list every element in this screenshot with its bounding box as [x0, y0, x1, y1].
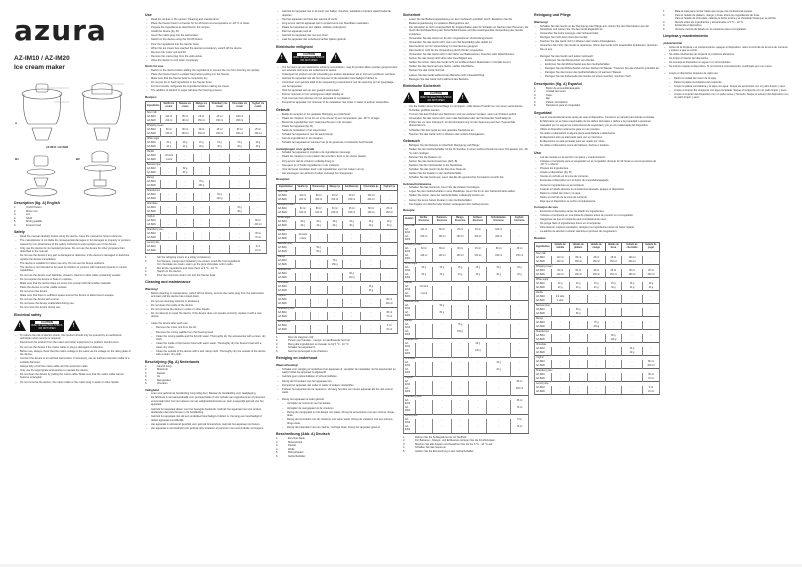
table-row: AZ-IM20 - - 150 g - - -: [277, 264, 398, 269]
electrical-list-nl: – Om het risico op een elektrische schok te verminderen, mag dit product alleen worden geopend door een erkende technicus als onderhoud is vereist. – Ontkoppel het product van de netvoeding en andere apparatuur als er zich een probleem voordoet. – Gebruik het apparaat niet als het netsnoer of de netstekker beschadigd of defect is. – Controleer voor gebruik altijd of de netspanning overeenkomt met de spanning op het typeplaatje van het apparaat. – Sluit het apparaat aan op een geaard stopcontact. – Rol het netsnoer en het verlengsnoer altijd volledig af. – Trek nooit aan het netsnoer om het apparaat te verplaatsen. – Dompel het apparaat, het netsnoer of de netstekker niet onder in water of andere vloeistoffen.: [276, 66, 398, 105]
table-row: AZ-IM20 - - - - - 10 ml: [404, 426, 529, 434]
use-list-de: – Befolgen Sie die Rezepte im Abschnitt 'Reinigung und Pflege'. – Stellen Sie den Gefrierbehälter 12 bis 16 Stunden in einen Gefrierschrank bei einer Temperatur von -18 °C oder niedriger. – Bereiten Sie die Zutaten vor. – Setzen Sie das Gerät zusammen (Abb. B). – Stecken Sie den Netzstecker in die Steckdose. – Schalten Sie das Gerät mit der Ein-/Aus-Taste ein. – Gießen Sie die Zutaten in den Gefrierbehälter. – Schalten Sie das Gerät aus, wenn das Eis die gewünschte Konsistenz erreicht hat.: [403, 144, 529, 180]
list-item: 4. Schalten Sie das Gerät ein.: [403, 446, 447, 450]
table-row: Strawberries: [404, 338, 529, 343]
table-row: AZ-IM20 - - - - 40 g -: [277, 290, 398, 295]
table-row: AZ-IM20 - - - - - 70 ml: [404, 407, 529, 415]
table-row: Lemon juice: [146, 241, 267, 246]
table-row: AZ-IM20 - - - - - 10 ml: [146, 249, 267, 254]
list-item: 3. Lid: [14, 213, 30, 216]
table-row: AZ-IM10 60 ml 80 ml 30 ml 45 ml 80 ml 25 ml: [535, 269, 660, 273]
clean-steps-nl: – Verwijder de motorunit van het deksel. – Verwijder de mengspatel uit de vrieskom. – Reinig de mengspatel en het deksel met water. Droog de accessoires met een schone, droge doek. – Reinig de binnenkant van de vrieskom met warm water. Droog de vrieskom met een schone, droge doek. – Reinig de buitenkant met een zachte, vochtige doek. Droog het apparaat goed af.: [281, 402, 398, 429]
recipes-heading-nl: Recepten: [276, 177, 290, 182]
table-row: Chocolate: [535, 343, 660, 348]
table-row: AZ-IM20 - - - 120 g - -: [535, 338, 660, 343]
table-row: AZ-IM20 120 ml 160 ml 150 ml 150 ml 160 ml 150 ml: [535, 273, 660, 278]
figure-b2-label: B2: [76, 157, 80, 161]
safety-list-en: – Read the manual carefully before using the device. Keep the manual for future reference. – The manufacturer is not liable for consequential damages or for damages to property or persons caused by non-observance of the safety instructions and improper use of the device. – Only use the device for its intended purpose. Do not use the device for other purposes than described in the manual. – Do not use the device if any part is damaged or defective. If the device is damaged or defective, replace the device immediately. – The device is suitable for indoor use only. Do not use the device outdoors. – The device is not intended to be used by children or persons with reduced physical or mental capabilities. – Do not use the device near bathtubs, showers, basins or other water containing vessels. – Do not expose the device to heat or moisture. – Make sure that the device does not come into contact with flammable materials. – Place the device on a flat, stable surface. – Do not cover the device. – Make sure that there is sufficient space around the device to allow heat to escape. – Do not use the device with a timer. – Do not leave the device unattended during use. – Do not move the device during use.: [14, 235, 132, 310]
table-row: Chocolate: [404, 357, 529, 362]
clean-steps-de: – Entfernen Sie die Motoreinheit vom Deckel. – Entfernen Sie die Rührschaufel aus dem Gefrierbehälter. – Reinigen Sie die Rührschaufel und den Deckel mit Wasser. Trocknen Sie das Zubehör gründlich ab. – Reinigen Sie das Innere des Gefrierbehälters mit warmem Wasser. – Reinigen Sie die Außenseite des Geräts mit einem weichen, feuchten Tuch.: [539, 59, 660, 79]
list-item: 2. Para el helado de plátano, mango y fresa, triture los ingredientes de fruta.: [663, 13, 760, 17]
list-item: 1. Roer de slagroom stijf.: [276, 335, 314, 339]
use-list-es: – Lea las recetas en la sección 'Limpieza y mantenimiento'. – Coloque el recipiente para el congelador en el congelador durante 12-16 horas a una temperatura de -18 °C o inferior. – Prepare los ingredientes. – Instale el dispositivo (fig. B). – Inserte el enchufe en la toma de corriente. – Encienda el dispositivo con el botón de encendido/apagado. – Vierta los ingredientes en el recipiente. – Cuando el helado alcance la consistencia deseada, apague el dispositivo. – Retire la unidad del motor y la tapa. – Retire el enchufe de la toma de corriente. – Deje que el dispositivo se enfríe completamente.: [534, 156, 660, 204]
list-item: 5. Mixing paddle: [14, 220, 43, 223]
table-row: AZ-IM20 220 ml 160 ml 150 ml 150 ml 200 ml -: [277, 199, 398, 204]
caution-symbols: [276, 52, 398, 64]
table-row: AZ-IM20 1 stick - - - - -: [277, 238, 398, 243]
table-row: AZ-IM10 110 ml 80 ml 25 ml 45 ml 100 ml -: [404, 229, 529, 236]
table-row: AZ-IM10 - - - - - 5 ml: [404, 419, 529, 426]
electrical-safety-heading-de: Elektrische Sicherheit: [403, 84, 441, 89]
product-name: Ice cream maker: [14, 64, 65, 71]
use-heading-de: Gebrauch: [403, 139, 420, 144]
table-row: AZ-IM10 - 50 g - - - -: [277, 247, 398, 251]
table-row: Lemon juice: [404, 414, 529, 419]
table-row: White sugar: [277, 216, 398, 221]
hints-list-en: – Switch on the device before adding the ingredients to prevent the mix from freezing too quickly. – Place the freezer bowl in a plastic bag before putting it in the freezer. – Make sure that the freezer bowl is completely dry. – Do not put ice or hard ingredients in the freezer bowl. – For best results, refrigerate the ingredients before making ice cream. – The addition of alcohol or sugar will slow the freezing process.: [145, 69, 267, 93]
column-spanish-end: [663, 10, 789, 101]
table-row: Vanilla: [404, 281, 529, 286]
recipes-table-body: [277, 190, 398, 333]
table-row: AZ-IM20 120 ml 160 ml 150 ml 150 ml 160 ml 150 ml: [146, 132, 267, 137]
list-item: 4. Schakel het apparaat in.: [276, 346, 316, 350]
table-row: Whipping cream: [277, 203, 398, 208]
table-row: Whipping cream: [404, 243, 529, 248]
list-item: 2. Motorunit: [145, 368, 168, 372]
electrical-safety-heading-nl: Elektrische veiligheid: [276, 44, 313, 49]
list-item: 3. Mischen Sie alle Zutaten und bewahren Sie sie bei 5 °C - 10 °C auf.: [403, 442, 493, 446]
table-row: AZ-IM10 - - 75 g - - -: [535, 321, 660, 325]
list-item: 4. Switch on the device.: [145, 270, 182, 274]
list-item: 4. As: [145, 375, 161, 379]
caution-label-icon: CAUTION RISK OF ELECTRIC SHOCK DO NOT OPEN: [31, 320, 63, 331]
table-row: Strawberry juice: [277, 307, 398, 312]
table-row: AZ-IM20 220 ml 160 ml 150 ml 150 ml 200 ml -: [146, 119, 267, 124]
table-row: AZ-IM20 - - - - 40 g -: [404, 369, 529, 377]
list-item: 6. Freezer bowl: [14, 223, 41, 227]
list-item: 3. Deksel: [145, 371, 165, 375]
table-row: AZ-IM10 1/2 stick - - - - -: [535, 295, 660, 299]
table-row: AZ-IM20 - - - 120 g - -: [146, 197, 267, 202]
recipes-table-nl: Ingrediënten Vanille ijs Bananenijs Mango ijs Aardbeienijs Chocolade ijs Yoghurt ijs Sour milk AZ-IM10 110 ml 80 ml 25 ml 45 ml 100 ml - AZ-IM20 220 ml 160 ml 150 ml 150 ml 200 ml - Whipping cream AZ-IM10 60 ml 80 ml 30 ml 45 ml 80 ml 25 ml AZ-IM20 120 ml 160 ml 150 ml 150 ml 160 ml 150 ml White sugar AZ-IM10 20 g 20 g 15 g 15 g 15 g 20 g AZ-IM20 40 g 40 g 40 g 30 g 40 g 40 g Vanilla AZ-IM10 1/2 stick - - - - - AZ-IM20 1 stick - - - - - Banana (ripe) AZ-IM10 - 50 g - - - - AZ-IM20 - 80 g - - - - Mango AZ-IM10 - - 75 g - - - AZ-IM20 - - 150 g - - - Strawberries AZ-IM10 - - - 60 g - - AZ-IM20 - - - 120 g - - Chocolate AZ-IM10 - - - - 15 g - AZ-IM20 - - - - 40 g - Yoghurt AZ-IM10 - - - - - 80 ml AZ-IM20 - - - - - 200 ml Strawberry juice AZ-IM10 - - - - - 35 ml AZ-IM20 - - - - - 70 ml Lemon juice AZ-IM10 - - - - - 5 ml AZ-IM20 - - - - - 10 ml: [276, 184, 398, 334]
electrical-list-en: – To reduce the risk of electric shock, this product should only be opened by an authorized technician when service is required. – Disconnect the product from the mains and other equipment if a problem should occur. – Do not use the device if the mains cable or plug is damaged or defective. – Before use, always check that the mains voltage is the same as the voltage on the rating plate of the device. – Connect the device to an earthed wall socket. If necessary, use an earthed extension cable of a suitable diameter. – Always fully unroll the mains cable and the extension cable. – Only use the appropriate accessories to operate the device. – Do not clean the device by pulling the mains cable. Make sure that the mains cable cannot become entangled. – Do not immerse the device, the mains cable or the mains plug in water or other liquids.: [14, 334, 132, 384]
warning-heading-es: ¡Advertencia!: [663, 41, 683, 45]
table-row: AZ-IM10 - - - 60 g - -: [404, 343, 529, 350]
table-row: AZ-IM20 1 stick - - - - -: [535, 299, 660, 304]
list-item: 5. Gießen Sie die Eismischung in den Gefrierbehälter.: [403, 449, 474, 453]
table-row: AZ-IM20 - 80 g - - - -: [404, 312, 529, 320]
cleaning-list-nl: – Schakel voor reiniging of onderhoud het apparaat uit, verwijder de netstekker uit het stopcontact en wacht totdat het apparaat is afgekoeld. – Gebruik geen oplosmiddelen of schuurmiddelen. – Reinig de binnenkant van het apparaat niet. – Dompel het apparaat niet onder in water of andere vloeistoffen. – Probeer het apparaat niet te repareren. Vervang het door een nieuw apparaat als het niet correct werkt.: [276, 368, 398, 395]
list-item: 6. Recipiente para el congelador: [534, 104, 581, 108]
warning-triangle-icon: [403, 92, 415, 103]
table-row: Banana (ripe): [277, 242, 398, 247]
table-row: AZ-IM20 120 ml 160 ml 150 ml 150 ml 160 ml 150 ml: [404, 255, 529, 263]
figure-a-label: A: [15, 121, 18, 125]
table-row: AZ-IM20 - - 150 g - - -: [146, 184, 267, 189]
table-row: AZ-IM20 - 80 g - - - -: [146, 171, 267, 176]
table-row: Chocolate: [277, 281, 398, 286]
hints-heading-es: Consejos de uso: [534, 205, 559, 210]
table-row: AZ-IM10 20 g 20 g 15 g 15 g 15 g 20 g: [535, 282, 660, 286]
safety-heading-es: Seguridad: [534, 110, 552, 115]
table-row: Yoghurt: [535, 356, 660, 361]
table-row: AZ-IM10 - 50 g - - - -: [535, 308, 660, 312]
list-item: 6. Vrieskom: [145, 382, 168, 386]
table-row: AZ-IM10 - - - - - 80 ml: [146, 219, 267, 223]
column-english-intro: [14, 10, 132, 385]
list-item: For chocolate ice cream, warm up the pure chocolate until it melts.: [157, 263, 234, 267]
table-row: Sour milk: [535, 252, 660, 257]
clean-after-use-en: – Clean the device after each use:: [145, 322, 267, 326]
warning-triangle-icon: [68, 320, 80, 331]
cleaning-list-es: – Antes de la limpieza o el mantenimiento, apague el dispositivo, retire el enchufe de la toma de corriente y espere a que se enfríe. – No utilice disolventes de limpieza ni productos abrasivos. – No limpie el interior del dispositivo. – No sumerja el dispositivo en agua ni en otros líquidos. – No intente reparar el dispositivo. Si no funciona correctamente, sustitúyalo por uno nuevo.: [663, 46, 789, 69]
table-row: AZ-IM20 - - - - - 10 ml: [277, 329, 398, 334]
table-row: AZ-IM20 - - 150 g - - -: [535, 325, 660, 330]
list-item: 1. Ein-/Aus-Taste: [276, 437, 305, 441]
recipes-table-body: [535, 252, 660, 395]
use-list-en: – Read the recipes in the section 'Cleaning and maintenance'. – Place the freezer bowl in a freezer for 12-16 hours at a temperature of -18 °C or lower. – Prepare the ingredients as described in the recipes. – Install the device (fig. B). – Insert the mains plug into the wall socket. – Switch on the device using the On/Off button. – Pour the ingredients into the freezer bowl. – When the ice cream has reached the desired consistency, switch off the device. – Remove the motor unit and lid. – Remove the mains plug from the wall socket. – Allow the device to cool down completely.: [145, 18, 267, 62]
list-item: 5. Giet het ijsmengsel in de vrieskom.: [276, 349, 329, 353]
table-row: AZ-IM10 - - 75 g - - -: [404, 324, 529, 331]
list-item: 3. Deckel: [276, 444, 296, 448]
safety-list-nl: – Lees voor gebruik de handleiding zorgvuldig door. Bewaar de handleiding voor raadpleging. – De fabrikant is niet aansprakelijk voor gevolgschade of voor schade aan eigendommen of personen, veroorzaakt door het niet naleven van de veiligheidsinstructies en door oneigenlijk gebruik van het apparaat. – Gebruik het apparaat alleen voor het beoogde doeleinde. Gebruik het apparaat niet voor andere doeleinden dan beschreven in de handleiding. – Gebruik het apparaat niet als een onderdeel beschadigd of defect is. Vervang een beschadigd of defect apparaat onmiddellijk. – Het apparaat is uitsluitend geschikt voor gebruik binnenshuis. Gebruik het apparaat niet buiten. – Het apparaat is niet bedoeld voor gebruik door kinderen of personen met verminderde vermogens.: [145, 392, 267, 430]
list-item: 2. Für Bananen-, Mango- und Erdbeereis pürieren Sie die Fruchtzutaten.: [403, 439, 496, 443]
table-row: AZ-IM20 - - - - - 200 ml: [404, 388, 529, 396]
table-row: AZ-IM10 - - - - - 35 ml: [535, 373, 660, 377]
table-row: AZ-IM20 - - - - - 200 ml: [146, 223, 267, 228]
safety-list-nl-cont: – Gebruik het apparaat niet in de buurt van baden, douches, wastafels of andere waterhoudende objecten. – Stel het apparaat niet bloot aan warmte of vocht. – Zorg ervoor dat het apparaat niet in contact komt met brandbare materialen. – Plaats het apparaat op een vlakke, stabiele ondergrond. – Dek het apparaat nooit af. – Gebruik het apparaat niet met een timer. – Laat het apparaat niet onbeheerd achter tijdens gebruik.: [276, 10, 398, 42]
list-item: 2. Motoreinheit: [276, 440, 303, 444]
list-item: 3. Mezcle todos los ingredientes y almacénelos a 5 °C - 10 °C.: [663, 20, 744, 24]
list-item: 5. Paleta mezcladora: [534, 100, 568, 104]
table-row: AZ-IM20 - 80 g - - - -: [277, 251, 398, 256]
table-row: AZ-IM10 110 ml 80 ml 25 ml 45 ml 100 ml -: [277, 195, 398, 199]
recipe-steps-en: [145, 256, 267, 277]
table-row: AZ-IM10 - - - - - 80 ml: [277, 299, 398, 303]
cleaning-heading-es: Limpieza y mantenimiento: [663, 34, 708, 38]
warning-triangle-icon: [276, 52, 288, 63]
table-row: AZ-IM10 - - - - - 5 ml: [146, 245, 267, 249]
table-row: AZ-IM10 20 g 20 g 15 g 15 g 15 g 20 g: [277, 221, 398, 225]
table-row: AZ-IM10 - 50 g - - - -: [404, 305, 529, 312]
table-row: AZ-IM10 1/2 stick - - - - -: [404, 286, 529, 293]
table-row: AZ-IM10 - - - - 15 g -: [404, 362, 529, 369]
table-row: Yoghurt: [277, 294, 398, 299]
figure-a-caption: AZ-IM10 / AZ-IM20: [46, 146, 69, 149]
table-row: AZ-IM20 - - - - - 200 ml: [535, 364, 660, 369]
description-list-es: [534, 87, 660, 108]
use-heading-en: Use: [145, 13, 152, 17]
table-row: Strawberry juice: [146, 228, 267, 233]
warning-triangle-icon: [457, 92, 469, 103]
table-row: AZ-IM10 - - 75 g - - -: [146, 180, 267, 184]
table-row: AZ-IM10 1/2 stick - - - - -: [277, 234, 398, 238]
table-row: AZ-IM10 - - - - - 5 ml: [277, 325, 398, 329]
table-row: AZ-IM10 20 g 20 g 15 g 15 g 15 g 20 g: [146, 141, 267, 145]
table-row: Lemon juice: [277, 320, 398, 325]
safety-heading-de: Sicherheit: [403, 13, 421, 17]
table-row: AZ-IM10 - - - - - 80 ml: [535, 360, 660, 364]
safety-heading-nl: Veiligheid: [145, 387, 160, 392]
description-list-de: [276, 437, 398, 458]
list-item: 5. Mengspatel: [145, 378, 171, 382]
use-heading-nl: Gebruik: [276, 107, 290, 112]
description-heading-en: Description (fig. A) English: [14, 201, 60, 205]
table-row: AZ-IM10 - - - - - 35 ml: [146, 232, 267, 236]
table-row: AZ-IM20 - - - 120 g - -: [404, 350, 529, 358]
safety-list-es: – Lea el manual atentamente antes de usar el dispositivo. Conserve el manual para futuras consultas. – El fabricante no se hace responsable de los daños derivados o daños a la propiedad o personas causados por no seguir las instrucciones de seguridad y por el uso inadecuado del dispositivo. – Utilice el dispositivo solamente para su uso previsto. – No utilice el dispositivo si alguna pieza está dañada o defectuosa. – El dispositivo solo es adecuado para uso en interiores. – El dispositivo no está pensado para ser usado por niños. – No utilice el dispositivo cerca de bañeras, duchas o lavabos.: [534, 116, 660, 148]
table-row: Mango: [277, 255, 398, 260]
electrical-list-de: – Um die Gefahr eines Stromschlags zu verringern, sollte dieses Produkt nur von einem autorisierten Techniker geöffnet werden. – Trennen Sie das Produkt vom Netzstrom und von anderen Geräten, wenn ein Problem auftritt. – Verwenden Sie das Gerät nicht, wenn das Netzkabel oder der Netzstecker beschädigt ist. – Prüfen Sie vor dem Gebrauch, ob die Netzspannung mit der Spannung auf dem Typenschild übereinstimmt. – Schließen Sie das Gerät an eine geerdete Steckdose an. – Tauchen Sie das Gerät nicht in Wasser oder andere Flüssigkeiten.: [403, 105, 529, 136]
hints-heading-en: Hints for use: [145, 64, 164, 69]
table-row: AZ-IM20 - - - - 40 g -: [535, 351, 660, 356]
table-row: AZ-IM10 - - - 60 g - -: [535, 334, 660, 338]
model-number: AZ-IM10 / AZ-IM20: [14, 55, 70, 62]
warning-heading-en: Warning!: [145, 287, 158, 292]
table-row: Whipping cream: [535, 265, 660, 270]
column-english-use: [145, 10, 267, 431]
use-list-nl: – Bekijk de recepten in het gedeelte 'Reiniging en onderhoud'. – Plaats de vrieskom 12 tot 16 uur in de vriezer bij een temperatuur van -18 °C of lager. – Bereid de ingrediënten voor zoals beschreven in de recepten. – Plaats het apparaat (fig. B). – Steek de netstekker in het stopcontact. – Schakel het apparaat in met de aan/uit-knop. – Giet de ingrediënten in de vrieskom. – Schakel het apparaat uit wanneer het ijs de gewenste consistentie heeft bereikt.: [276, 113, 398, 145]
list-item: 1. Rühren Sie die Schlagsahne bis zur Steifheit.: [403, 435, 468, 439]
table-row: Yoghurt: [404, 376, 529, 381]
table-row: AZ-IM20 220 ml 160 ml 150 ml 150 ml 200 ml -: [535, 260, 660, 265]
list-item: 1. Bata la nata para montar hasta que tenga una consistencia espesa.: [663, 10, 753, 13]
hints-list-de: – Schalten Sie das Gerät ein, bevor Sie die Zutaten hinzufügen. – Legen Sie den Gefrierbehälter in eine Plastiktüte, bevor Sie ihn in den Gefrierschrank stellen. – Stellen Sie sicher, dass der Gefrierbehälter vollständig trocken ist. – Geben Sie keine harten Zutaten in den Gefrierbehälter. – Die Zugabe von Alkohol oder Zucker verlangsamt den Gefrierprozess.: [403, 186, 529, 206]
table-row: Yoghurt: [146, 215, 267, 220]
list-item: 1. On/Off button: [14, 206, 42, 209]
list-item: Para el helado de chocolate, caliente la leche entera y el chocolate hasta que se derrita.: [675, 17, 777, 20]
table-row: AZ-IM10 - - - 60 g - -: [277, 273, 398, 277]
figure-a: [14, 80, 132, 198]
list-item: 2. Pureer voor banaan-, mango- en aardbeienijs het fruit.: [276, 339, 351, 343]
clean-after-use-es: – Limpie el dispositivo después de cada uso:: [663, 72, 789, 76]
clean-steps-en: – Remove the motor unit from the lid. – Remove the mixing paddle from the freezing bowl. – Clean the mixing paddle and the lid with water. Thoroughly dry the accessories with a clean, dry cloth. – Clean the inside of the freezer bowl with warm water. Thoroughly dry the freezer bowl with a clean, dry cloth. – Clean the outside of the device with a soft, damp cloth. Thoroughly dry the outside of the device with a clean, dry cloth.: [150, 326, 267, 356]
recipe-steps-de: [403, 436, 529, 454]
list-item: 5. Pour the mixed ice cream mix into the freezer bowl.: [145, 273, 216, 277]
safety-heading-en: Safety: [14, 230, 25, 234]
caution-label-icon: CAUTION RISK OF ELECTRIC SHOCK DO NOT OPEN: [420, 92, 452, 102]
table-row: AZ-IM10 - - - - 15 g -: [535, 347, 660, 351]
table-row: Strawberries: [535, 330, 660, 335]
warning-triangle-icon: [14, 320, 26, 331]
table-row: Chocolate: [146, 202, 267, 207]
table-row: Sour milk: [277, 190, 398, 195]
list-item: 6. Gefrierbehälter: [276, 454, 306, 458]
table-row: AZ-IM10 60 ml 80 ml 30 ml 45 ml 80 ml 25 ml: [404, 248, 529, 255]
clean-steps-es: – Retire la unidad del motor de la tapa. – Retire la paleta mezcladora del recipiente. – Limpie la paleta mezcladora y la tapa con agua. Seque los accesorios con un paño limpio y seco. – Limpie el interior del recipiente con agua templada. Seque el recipiente con un paño limpio y seco. – Limpie el exterior del dispositivo con un paño suave y húmedo. Seque el exterior del dispositivo con un paño limpio y seco.: [668, 77, 789, 100]
table-row: AZ-IM20 220 ml 160 ml 150 ml 150 ml 200 ml -: [404, 236, 529, 244]
figure-b1-label: B1: [15, 157, 19, 161]
table-row: Mango: [146, 176, 267, 181]
recipes-table-en: Ingredients Vanilla ice cream Banana ice cream Mango ice cream Strawberry ice cream Chocolate ice cream Yoghurt ice cream Sour milk AZ-IM10 110 ml 80 ml 25 ml 45 ml 100 ml - AZ-IM20 220 ml 160 ml 150 ml 150 ml 200 ml - Whipping cream AZ-IM10 60 ml 80 ml 30 ml 45 ml 80 ml 25 ml AZ-IM20 120 ml 160 ml 150 ml 150 ml 160 ml 150 ml White sugar AZ-IM10 20 g 20 g 15 g 15 g 15 g 20 g AZ-IM20 40 g 40 g 40 g 30 g 40 g 40 g Vanilla AZ-IM10 1/2 stick - - - - - AZ-IM20 1 stick - - - - - Banana (ripe) AZ-IM10 - 50 g - - - - AZ-IM20 - 80 g - - - - Mango AZ-IM10 - - 75 g - - - AZ-IM20 - - 150 g - - - Strawberries AZ-IM10 - - - 60 g - - AZ-IM20 - - - 120 g - - Chocolate AZ-IM10 - - - - 15 g - AZ-IM20 - - - - 40 g - Yoghurt AZ-IM10 - - - - - 80 ml AZ-IM20 - - - - - 200 ml Strawberry juice AZ-IM10 - - - - - 35 ml AZ-IM20 - - - - - 70 ml Lemon juice AZ-IM10 - - - - - 5 ml AZ-IM20 - - - - - 10 ml: [145, 101, 267, 254]
table-row: Vanilla: [535, 291, 660, 296]
table-row: AZ-IM20 - - - 120 g - -: [277, 277, 398, 282]
clean-after-use-de: – Reinigen Sie das Gerät nach jedem Gebrauch:: [534, 55, 660, 59]
table-row: AZ-IM10 60 ml 80 ml 30 ml 45 ml 80 ml 25 ml: [146, 128, 267, 132]
warning-triangle-icon: [330, 52, 342, 63]
table-row: AZ-IM10 - - - - 15 g -: [146, 206, 267, 210]
clean-after-use-nl: – Reinig het apparaat na ieder gebruik:: [276, 398, 398, 402]
table-row: AZ-IM20 - - - - - 200 ml: [277, 303, 398, 308]
table-row: AZ-IM10 - - - - - 5 ml: [535, 386, 660, 390]
cleaning-list-de: – Schalten Sie das Gerät vor der Reinigung oder Pflege aus, ziehen Sie den Netzstecker aus der Steckdose und warten Sie, bis das Gerät abgekühlt ist. – Verwenden Sie keine Lösungs- oder Scheuermittel. – Reinigen Sie nicht das Innere des Geräts. – Tauchen Sie das Gerät nicht in Wasser oder andere Flüssigkeiten. – Versuchen Sie nicht, das Gerät zu reparieren. Wenn das Gerät nicht einwandfrei funktioniert, tauschen Sie es aus.: [534, 25, 660, 52]
table-row: AZ-IM20 40 g 40 g 40 g 30 g 40 g 40 g: [146, 145, 267, 150]
table-row: AZ-IM20 - - - - - 70 ml: [535, 377, 660, 382]
table-row: AZ-IM10 - - - - - 35 ml: [404, 400, 529, 407]
description-list-nl: [145, 365, 267, 386]
table-row: AZ-IM20 1 stick - - - - -: [146, 158, 267, 163]
table-row: AZ-IM20 - - - - 40 g -: [146, 210, 267, 215]
table-row: AZ-IM10 110 ml 80 ml 25 ml 45 ml 100 ml -: [535, 256, 660, 260]
table-row: AZ-IM10 - - - - 15 g -: [277, 286, 398, 290]
table-row: AZ-IM20 120 ml 160 ml 150 ml 150 ml 160 ml 150 ml: [277, 212, 398, 217]
table-row: AZ-IM10 - - - 60 g - -: [146, 193, 267, 197]
table-row: AZ-IM20 40 g 40 g 40 g 30 g 40 g 40 g: [404, 274, 529, 282]
table-row: Strawberries: [146, 189, 267, 194]
caution-symbols: [403, 91, 529, 103]
description-heading-nl: Beschrijving (fig. A) Nederlands: [145, 359, 200, 364]
description-list-en: [14, 206, 132, 227]
table-row: AZ-IM10 - - - - - 80 ml: [404, 381, 529, 388]
table-row: AZ-IM10 - - - - - 35 ml: [277, 312, 398, 316]
recipes-table-es: Ingredientes Helado de vainilla Helado de plátano Helado de mango Helado de fresa Helado de chocolate Helado de yogur Sour milk AZ-IM10 110 ml 80 ml 25 ml 45 ml 100 ml - AZ-IM20 220 ml 160 ml 150 ml 150 ml 200 ml - Whipping cream AZ-IM10 60 ml 80 ml 30 ml 45 ml 80 ml 25 ml AZ-IM20 120 ml 160 ml 150 ml 150 ml 160 ml 150 ml White sugar AZ-IM10 20 g 20 g 15 g 15 g 15 g 20 g AZ-IM20 40 g 40 g 40 g 30 g 40 g 40 g Vanilla AZ-IM10 1/2 stick - - - - - AZ-IM20 1 stick - - - - - Banana (ripe) AZ-IM10 - 50 g - - - - AZ-IM20 - 80 g - - - - Mango AZ-IM10 - - 75 g - - - AZ-IM20 - - 150 g - - - Strawberries AZ-IM10 - - - 60 g - - AZ-IM20 - - - 120 g - - Chocolate AZ-IM10 - - - - 15 g - AZ-IM20 - - - - 40 g - Yoghurt AZ-IM10 - - - - - 80 ml AZ-IM20 - - - - - 200 ml Strawberry juice AZ-IM10 - - - - - 35 ml AZ-IM20 - - - - - 70 ml Lemon juice AZ-IM10 - - - - - 5 ml AZ-IM20 - - - - - 10 ml: [534, 242, 660, 395]
brand-logo: azura: [14, 14, 107, 47]
recipes-heading-es: Recetas: [534, 235, 546, 240]
table-row: Lemon juice: [535, 382, 660, 387]
table-row: Sour milk: [146, 111, 267, 116]
table-row: Mango: [404, 319, 529, 324]
column-dutch: [276, 10, 398, 458]
list-item: 2. Unidad del motor: [534, 90, 566, 94]
recipe-steps-es: [663, 10, 789, 31]
table-row: Sour milk: [404, 224, 529, 229]
recipes-heading-de: Rezepte: [403, 208, 415, 213]
table-row: AZ-IM20 1 stick - - - - -: [404, 293, 529, 301]
hints-heading-nl: Aanwijzingen voor gebruik: [276, 146, 315, 151]
use-heading-es: Uso: [534, 150, 541, 155]
recipes-table-de: Zutaten Vanille-Eiscreme Bananen-Eiscreme Mango-Eiscreme Erdbeer-Eiscreme Schokoladen-Eiscreme Joghurt-Eiscreme Sour milk AZ-IM10 110 ml 80 ml 25 ml 45 ml 100 ml - AZ-IM20 220 ml 160 ml 150 ml 150 ml 200 ml - Whipping cream AZ-IM10 60 ml 80 ml 30 ml 45 ml 80 ml 25 ml AZ-IM20 120 ml 160 ml 150 ml 150 ml 160 ml 150 ml White sugar AZ-IM10 20 g 20 g 15 g 15 g 15 g 20 g AZ-IM20 40 g 40 g 40 g 30 g 40 g 40 g Vanilla AZ-IM10 1/2 stick - - - - - AZ-IM20 1 stick - - - - - Banana (ripe) AZ-IM10 - 50 g - - - - AZ-IM20 - 80 g - - - - Mango AZ-IM10 - - 75 g - - - AZ-IM20 - - 150 g - - - Strawberries AZ-IM10 - - - 60 g - - AZ-IM20 - - - 120 g - - Chocolate AZ-IM10 - - - - 15 g - AZ-IM20 - - - - 40 g - Yoghurt AZ-IM10 - - - - - 80 ml AZ-IM20 - - - - - 200 ml Strawberry juice AZ-IM10 - - - - - 35 ml AZ-IM20 - - - - - 70 ml Lemon juice AZ-IM10 - - - - - 5 ml AZ-IM20 - - - - - 10 ml: [403, 215, 529, 434]
hints-list-nl: – Schakel het apparaat in voordat u de ingrediënten toevoegt. – Plaats de vrieskom in een plastic zak voordat u deze in de vriezer plaatst. – Zorg ervoor dat de vrieskom volledig droog is. – Doe geen ijs of harde ingrediënten in de vrieskom. – Voor de beste resultaten koelt u de ingrediënten voor het maken van ijs. – Het toevoegen van alcohol of suiker vertraagt het vriesproces.: [276, 151, 398, 175]
list-item: 4. Shaft: [14, 216, 33, 220]
description-heading-es: Descripción (fig. A) Español: [534, 81, 582, 86]
list-item: 3. Meng alle ingrediënten en bewaar ze bij 5 °C - 10 °C.: [276, 342, 350, 346]
table-row: White sugar: [146, 137, 267, 142]
table-row: Strawberry juice: [404, 395, 529, 400]
table-row: AZ-IM10 - 50 g - - - -: [146, 167, 267, 171]
table-row: AZ-IM20 40 g 40 g 40 g 30 g 40 g 40 g: [535, 286, 660, 291]
list-item: 1. Stir the whipping cream to a sticky consistency.: [145, 256, 212, 260]
table-row: AZ-IM20 - - - - - 70 ml: [146, 236, 267, 241]
recipes-heading-en: Recipes: [145, 94, 157, 99]
list-item: 1. Aan/uit-knop: [145, 364, 172, 368]
table-row: AZ-IM20 - - - - - 10 ml: [535, 390, 660, 395]
table-row: AZ-IM20 40 g 40 g 40 g 30 g 40 g 40 g: [277, 225, 398, 230]
table-row: Vanilla: [277, 229, 398, 234]
table-row: AZ-IM10 1/2 stick - - - - -: [146, 154, 267, 158]
list-item: 4. Eje: [534, 97, 550, 101]
warning-heading-nl: Waarschuwing!: [276, 363, 299, 368]
table-row: White sugar: [404, 262, 529, 267]
list-item: 2. For banana, mango and strawberry ice cream, mash the fruit ingredients.: [145, 259, 241, 263]
electrical-safety-heading-en: Electrical safety: [14, 312, 42, 317]
table-row: AZ-IM20 - 80 g - - - -: [535, 312, 660, 317]
recipe-steps-nl: [276, 336, 398, 354]
table-row: Mango: [535, 317, 660, 322]
hints-heading-de: Gebrauchshinweise: [403, 181, 432, 186]
list-item: 3. Tapa: [534, 93, 552, 97]
list-item: 5. Rührschaufel: [276, 451, 304, 455]
cleaning-heading-de: Reinigung und Pflege: [534, 13, 571, 17]
column-german: [403, 10, 529, 453]
table-row: Strawberries: [277, 268, 398, 273]
caution-label-icon: CAUTION RISK OF ELECTRIC SHOCK DO NOT OPEN: [293, 52, 325, 63]
description-heading-de: Beschreibung (Abb. A) Deutsch: [276, 432, 330, 437]
table-row: AZ-IM20 - - 150 g - - -: [404, 331, 529, 339]
list-item: 4. Welle: [276, 447, 295, 451]
caution-symbols: [14, 320, 132, 332]
column-german-spanish: [534, 10, 660, 395]
list-item: 3. Mix all the ingredients and store them at 5 °C - 10 °C.: [145, 266, 219, 270]
recipes-table-body: [146, 111, 267, 254]
cleaning-heading-en: Cleaning and maintenance: [145, 280, 191, 285]
table-row: Banana (ripe): [404, 300, 529, 305]
table-row: AZ-IM20 - - - - - 70 ml: [277, 316, 398, 321]
cleaning-heading-nl: Reiniging en onderhoud: [276, 356, 318, 361]
table-row: Vanilla: [146, 150, 267, 155]
table-row: AZ-IM10 110 ml 80 ml 25 ml 45 ml 100 ml -: [146, 115, 267, 119]
table-row: White sugar: [535, 278, 660, 283]
warning-heading-de: Warnung!: [534, 20, 548, 24]
table-row: Whipping cream: [146, 124, 267, 129]
table-row: Strawberry juice: [535, 369, 660, 374]
table-row: Banana (ripe): [146, 163, 267, 168]
recipes-table-body: [404, 224, 529, 433]
table-row: AZ-IM10 - - 75 g - - -: [277, 260, 398, 264]
list-item: 2. Motor unit: [14, 209, 38, 213]
ice-cream-maker-diagram-icon: [14, 80, 132, 198]
hints-list-es: – Encienda el dispositivo antes de añadir los ingredientes. – Coloque el recipiente en una bolsa de plástico antes de ponerlo en el congelador. – Asegúrese de que el recipiente esté completamente seco. – No ponga hielo ni ingredientes duros en el recipiente. – Para obtener mejores resultados, refrigere los ingredientes antes de hacer helado. – La adición de alcohol o azúcar ralentiza el proceso de congelación.: [534, 210, 660, 234]
table-row: AZ-IM10 20 g 20 g 15 g 15 g 15 g 20 g: [404, 267, 529, 274]
table-row: AZ-IM10 60 ml 80 ml 30 ml 45 ml 80 ml 25 ml: [277, 208, 398, 212]
list-item: 5. Vierta la mezcla de helado en el recipiente para el congelador.: [663, 27, 747, 31]
safety-list-de: – Lesen Sie die Bedienungsanleitung vor dem Gebrauch gründlich durch. Bewahren Sie die Bedienungsanleitung zur späteren Bezugnahme auf. – Der Hersteller ist nicht verantwortlich für Folgeschäden oder für Schäden an Sachen oder Personen, die durch die Nichtbeachtung der Sicherheitshinweise und die unsachgemäße Verwendung des Geräts entstehen. – Verwenden Sie das Gerät nur für den vorgesehenen Verwendungszweck. – Verwenden Sie das Gerät nicht, wenn ein Teil beschädigt oder defekt ist. – Das Gerät ist nur zur Verwendung in Innenräumen geeignet. – Das Gerät ist nicht für die Verwendung durch Kinder vorgesehen. – Verwenden Sie das Gerät nicht in der Nähe von Badewannen, Duschen oder Waschbecken. – Setzen Sie das Gerät nicht Hitze oder Feuchtigkeit aus. – Stellen Sie sicher, dass das Gerät nicht mit entflammbaren Materialien in Kontakt kommt. – Stellen Sie das Gerät auf eine flache, stabile Oberfläche. – Decken Sie das Gerät nicht ab. – Lassen Sie das Gerät während des Betriebs nicht unbeaufsichtigt. – Bewegen Sie das Gerät nicht während des Betriebs.: [403, 18, 529, 81]
list-item: 4. Encienda el dispositivo.: [663, 24, 703, 27]
table-row: Banana (ripe): [535, 304, 660, 309]
list-item: 1. Botón de encendido/apagado: [534, 86, 580, 90]
cleaning-list-en: – Before cleaning or maintenance, switch off the device, remove the mains plug from the wall socket and wait until the device has cooled down. – Do not use cleaning solvents or abrasives. – Do not clean the inside of the device. – Do not immerse the device in water or other liquids. – Do not attempt to repair the device. If the device does not operate correctly, replace it with a new device.: [145, 292, 267, 319]
